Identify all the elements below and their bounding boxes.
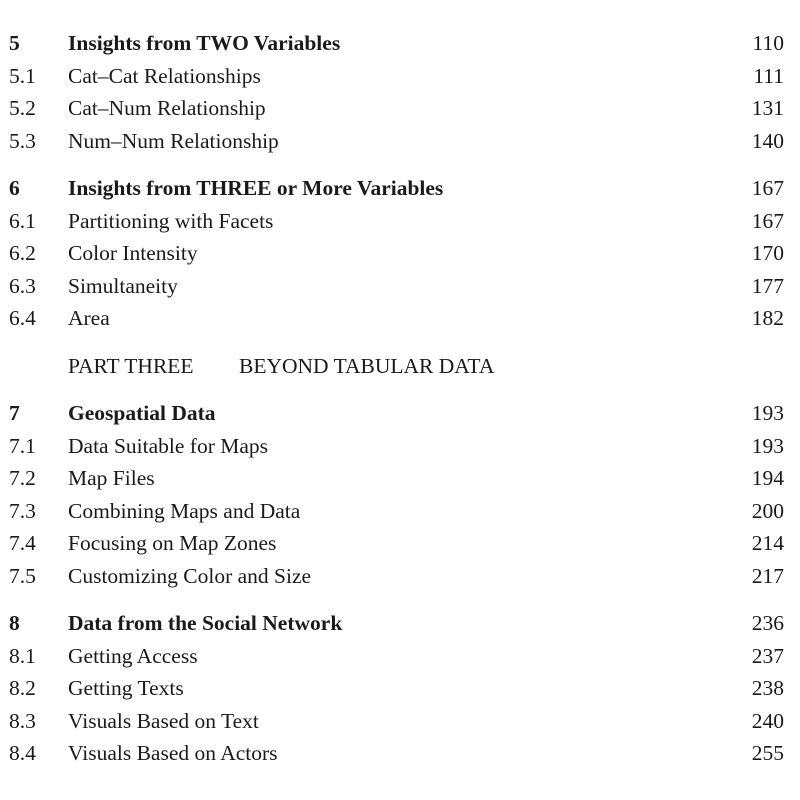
section-title: Getting Access xyxy=(68,643,198,668)
page-number: 194 xyxy=(751,466,784,490)
section-number: 8.4 xyxy=(9,741,36,765)
toc-section-5-3[interactable] xyxy=(9,125,784,158)
page-number: 182 xyxy=(751,306,784,330)
section-number: 7.5 xyxy=(9,563,36,588)
page-number: 200 xyxy=(751,498,784,523)
toc-section-6-4[interactable] xyxy=(9,302,784,335)
toc-chapter-8[interactable] xyxy=(9,607,784,640)
section-title: Visuals Based on Actors xyxy=(68,741,278,765)
toc-section-7-1[interactable] xyxy=(9,430,784,463)
section-title: Visuals Based on Text xyxy=(68,708,259,733)
chapter-title: Geospatial Data xyxy=(68,401,216,425)
section-number: 5.1 xyxy=(9,63,36,88)
section-title: Color Intensity xyxy=(68,241,198,265)
section-title: Simultaneity xyxy=(68,273,178,298)
toc-section-8-1[interactable] xyxy=(9,640,784,673)
section-title: Focusing on Map Zones xyxy=(68,531,277,555)
page-number: 193 xyxy=(751,433,784,458)
page-number: 170 xyxy=(751,241,784,265)
toc-section-7-5[interactable] xyxy=(9,560,784,593)
spacer xyxy=(9,592,784,607)
toc-chapter-6[interactable] xyxy=(9,172,784,205)
section-title: Getting Texts xyxy=(68,676,184,700)
toc-section-8-4[interactable] xyxy=(9,737,784,770)
page-number: 167 xyxy=(751,208,784,233)
page-number: 238 xyxy=(751,676,784,700)
table-of-contents xyxy=(9,27,784,770)
section-number: 7.3 xyxy=(9,498,36,523)
section-title: Map Files xyxy=(68,466,155,490)
page-number: 240 xyxy=(751,708,784,733)
section-title: Num–Num Relationship xyxy=(68,128,279,153)
section-title: Area xyxy=(68,306,110,330)
section-title: Partitioning with Facets xyxy=(68,208,274,233)
toc-part-three xyxy=(9,350,784,383)
part-title: BEYOND TABULAR DATA xyxy=(239,353,495,378)
section-number: 5.3 xyxy=(9,128,36,153)
page-number: 255 xyxy=(751,741,784,765)
section-number: 8.3 xyxy=(9,708,36,733)
chapter-number: 8 xyxy=(9,611,20,635)
section-number: 6.3 xyxy=(9,273,36,298)
chapter-title: Insights from THREE or More Variables xyxy=(68,176,444,200)
section-number: 5.2 xyxy=(9,96,36,120)
chapter-title: Data from the Social Network xyxy=(68,611,343,635)
spacer xyxy=(9,382,784,397)
toc-chapter-5[interactable] xyxy=(9,27,784,60)
toc-section-8-3[interactable] xyxy=(9,705,784,738)
section-number: 6.2 xyxy=(9,241,36,265)
page-number: 167 xyxy=(751,176,784,200)
chapter-number: 5 xyxy=(9,31,20,55)
toc-section-7-4[interactable] xyxy=(9,527,784,560)
page-number: 214 xyxy=(751,531,784,555)
page-number: 110 xyxy=(752,31,784,55)
spacer xyxy=(9,335,784,350)
section-title: Cat–Num Relationship xyxy=(68,96,266,120)
page-number: 140 xyxy=(751,128,784,153)
page-number: 193 xyxy=(751,401,784,425)
section-title: Data Suitable for Maps xyxy=(68,433,269,458)
toc-section-5-1[interactable] xyxy=(9,60,784,93)
chapter-number: 6 xyxy=(9,176,20,200)
page-number: 217 xyxy=(751,563,784,588)
toc-section-8-2[interactable] xyxy=(9,672,784,705)
page-number: 131 xyxy=(751,96,784,120)
section-number: 7.4 xyxy=(9,531,36,555)
toc-section-7-3[interactable] xyxy=(9,495,784,528)
toc-chapter-7[interactable] xyxy=(9,397,784,430)
page-number: 237 xyxy=(751,643,784,668)
section-title: Cat–Cat Relationships xyxy=(68,63,261,88)
spacer xyxy=(9,157,784,172)
section-number: 7.2 xyxy=(9,466,36,490)
section-number: 6.1 xyxy=(9,208,36,233)
section-number: 8.2 xyxy=(9,676,36,700)
part-label: PART THREE xyxy=(68,353,194,378)
section-title: Customizing Color and Size xyxy=(68,563,312,588)
section-number: 7.1 xyxy=(9,433,36,458)
toc-section-6-1[interactable] xyxy=(9,205,784,238)
page-number: 111 xyxy=(753,63,784,88)
page-number: 236 xyxy=(751,611,784,635)
section-title: Combining Maps and Data xyxy=(68,498,301,523)
chapter-number: 7 xyxy=(9,401,20,425)
toc-section-6-2[interactable] xyxy=(9,237,784,270)
toc-section-7-2[interactable] xyxy=(9,462,784,495)
page-number: 177 xyxy=(751,273,784,298)
toc-section-5-2[interactable] xyxy=(9,92,784,125)
section-number: 6.4 xyxy=(9,306,36,330)
chapter-title: Insights from TWO Variables xyxy=(68,31,341,55)
section-number: 8.1 xyxy=(9,643,36,668)
toc-section-6-3[interactable] xyxy=(9,270,784,303)
